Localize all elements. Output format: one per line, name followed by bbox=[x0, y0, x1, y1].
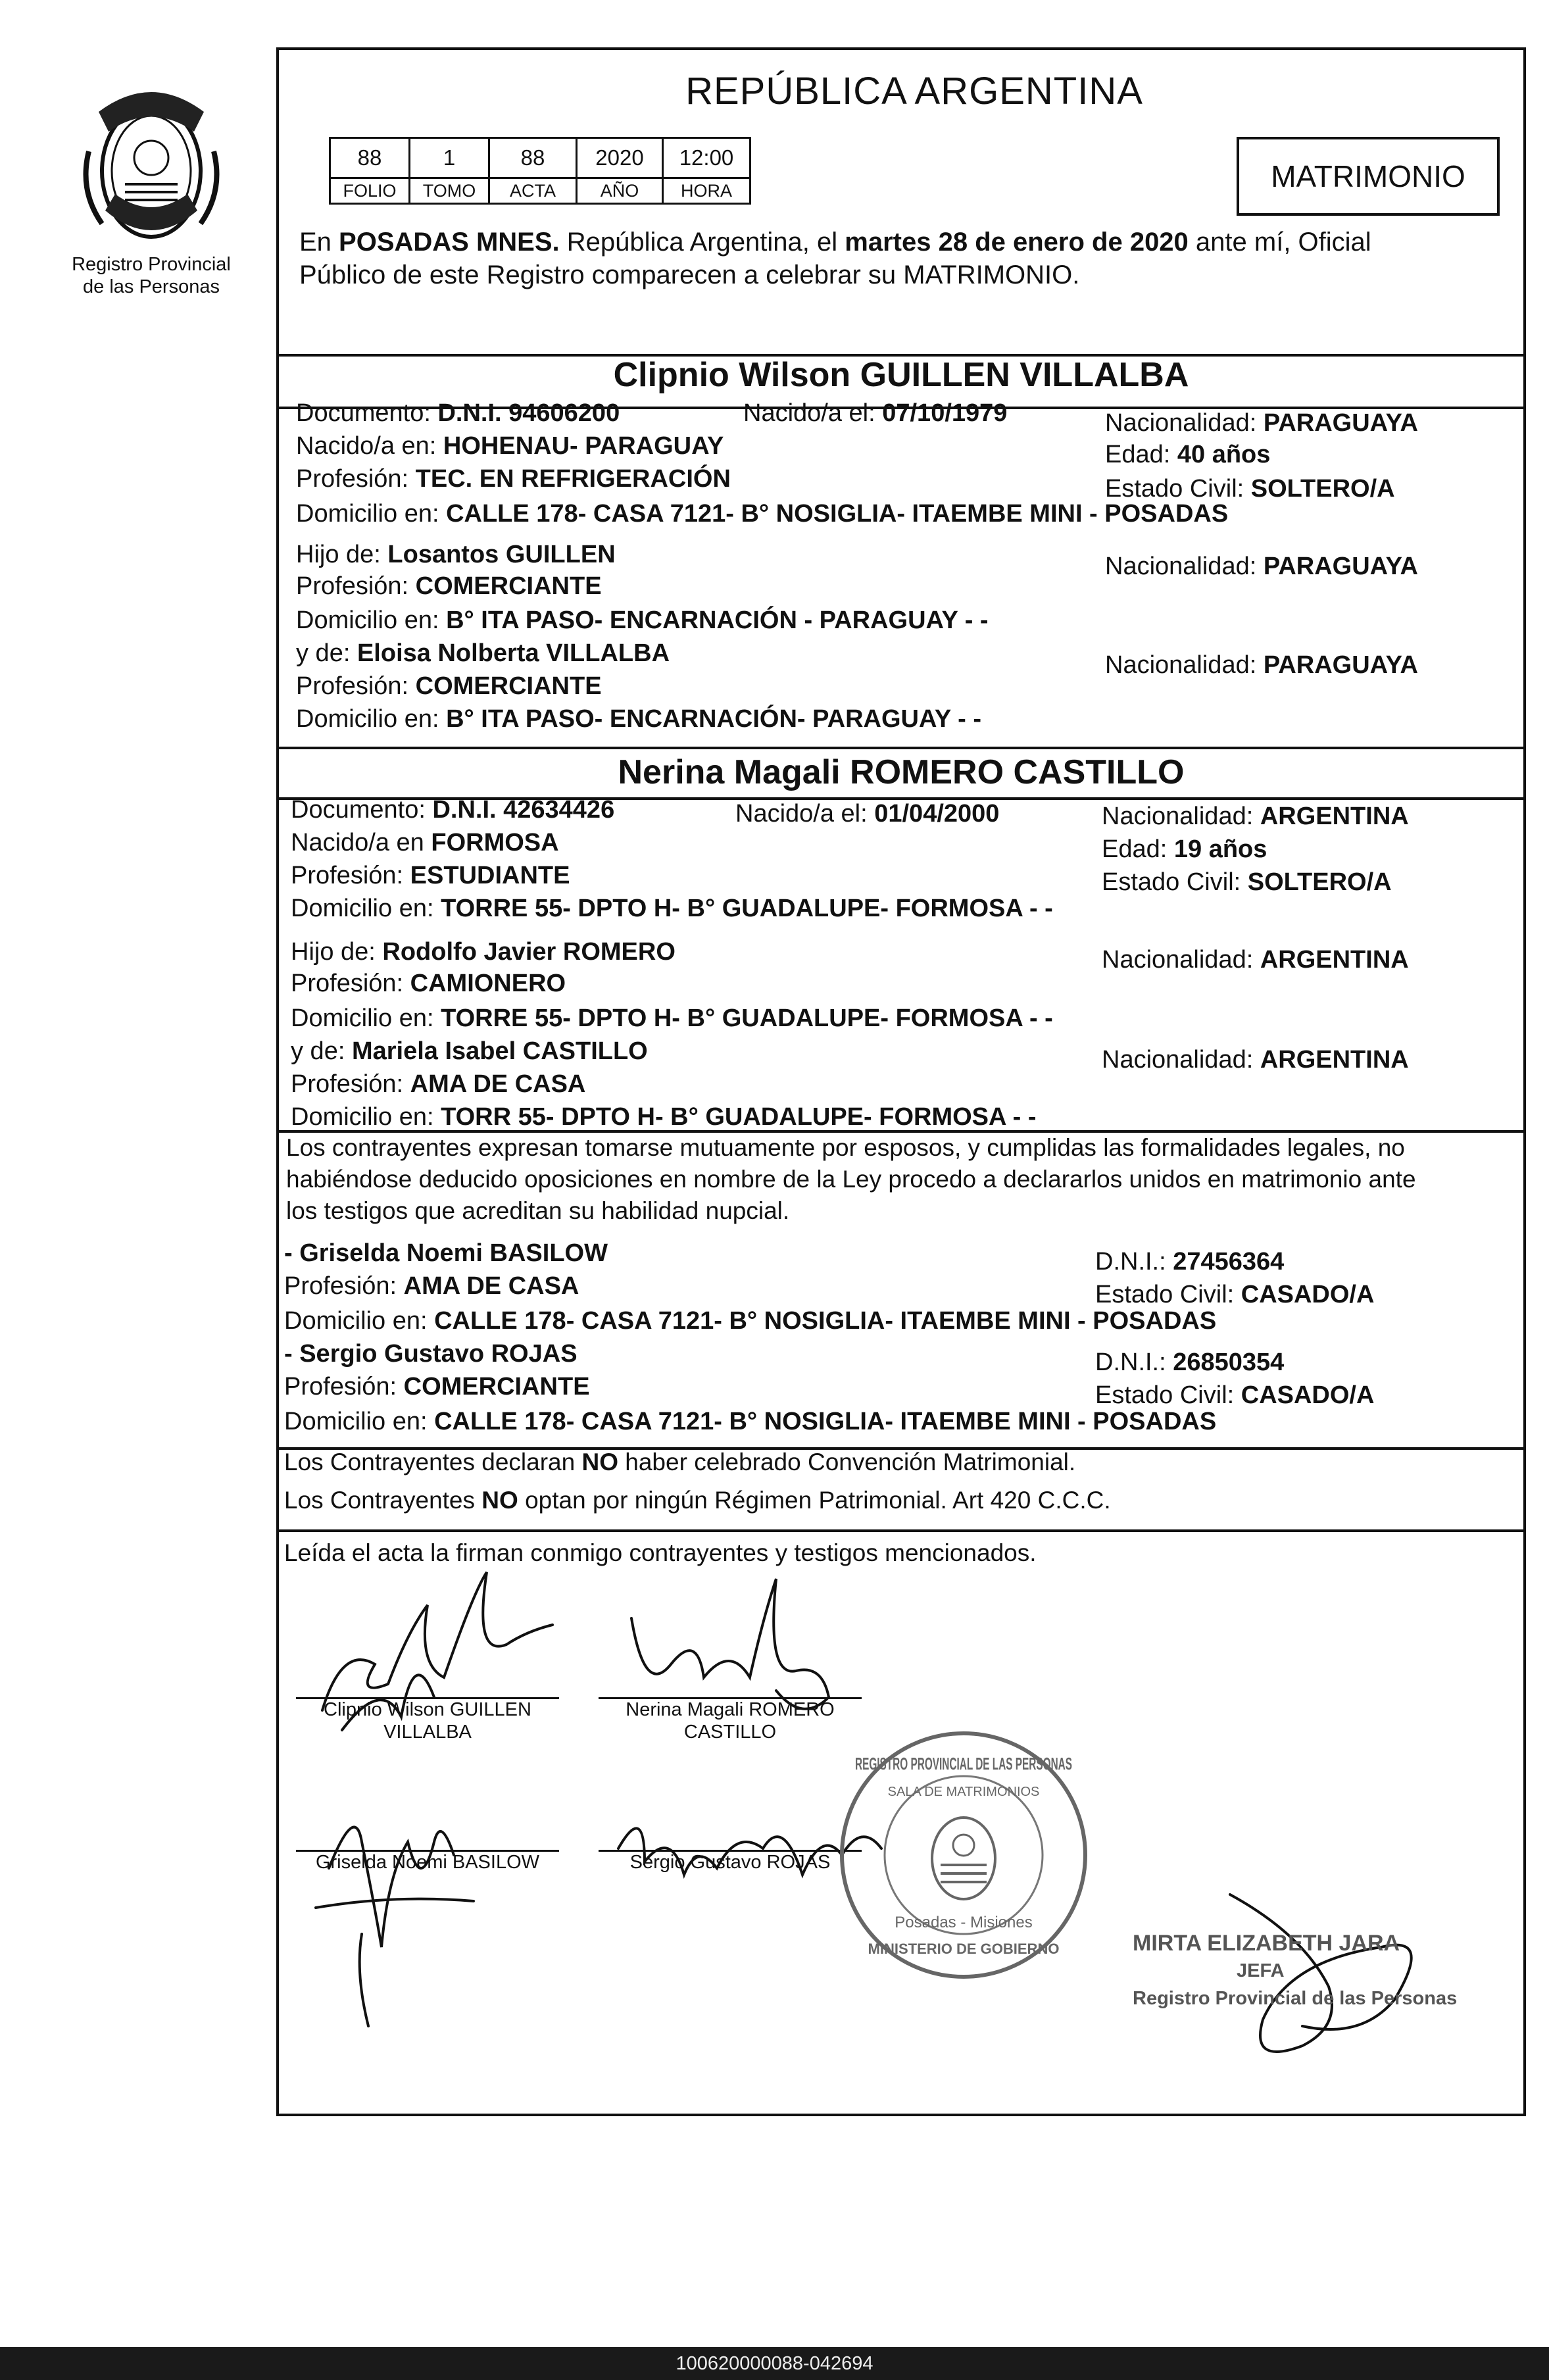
spouse2-born: Nacido/a el: 01/04/2000 bbox=[735, 800, 1000, 828]
spouse2-mother-profession: Profesión: AMA DE CASA bbox=[291, 1070, 586, 1098]
ano-label: AÑO bbox=[577, 178, 663, 204]
acta-label: ACTA bbox=[489, 178, 577, 204]
spouse2-birthplace: Nacido/a en FORMOSA bbox=[291, 829, 559, 856]
declaration-line3: los testigos que acreditan su habilidad nupcial. bbox=[286, 1197, 790, 1224]
signature-label-witness2: Sergio Gustavo ROJAS bbox=[629, 1852, 831, 1873]
signature-spouse2 bbox=[631, 1579, 829, 1709]
official-office: Registro Provincial de las Personas bbox=[1133, 1988, 1458, 2009]
official-role: JEFA bbox=[1237, 1960, 1285, 1981]
seal-inner-text: SALA DE MATRIMONIOS bbox=[887, 1785, 1040, 1799]
witness1-name: - Griselda Noemi BASILOW bbox=[284, 1239, 608, 1267]
read-and-sign-statement: Leída el acta la firman conmigo contrayentes y testigos mencionados. bbox=[284, 1539, 1037, 1566]
witness1-profession: Profesión: AMA DE CASA bbox=[284, 1272, 579, 1300]
footer-code: 100620000088-042694 bbox=[0, 2347, 1549, 2380]
spouse1-mother-domicile: Domicilio en: B° ITA PASO- ENCARNACIÓN- PARAGUAY - - bbox=[296, 705, 981, 733]
spouse2-civil-status: Estado Civil: SOLTERO/A bbox=[1102, 868, 1392, 896]
folio-value: 88 bbox=[330, 138, 410, 178]
record-table bbox=[329, 137, 751, 205]
intro-line2: Público de este Registro comparecen a celebrar su MATRIMONIO. bbox=[299, 260, 1080, 289]
convention-statement: Los Contrayentes declaran NO haber celebrado Convención Matrimonial. bbox=[284, 1449, 1076, 1475]
spouse1-father-profession: Profesión: COMERCIANTE bbox=[296, 572, 602, 600]
province-emblem bbox=[72, 72, 230, 253]
spouse1-father-nationality: Nacionalidad: PARAGUAYA bbox=[1105, 553, 1418, 580]
spouse1-father: Hijo de: Losantos GUILLEN bbox=[296, 541, 616, 568]
spouse1-name: Clipnio Wilson GUILLEN VILLALBA bbox=[613, 356, 1189, 394]
witness2-profession: Profesión: COMERCIANTE bbox=[284, 1373, 590, 1401]
hora-value: 12:00 bbox=[663, 138, 750, 178]
registry-label-line1: Registro Provincial bbox=[72, 254, 231, 275]
spouse2-mother-domicile: Domicilio en: TORR 55- DPTO H- B° GUADALUPE- FORMOSA - - bbox=[291, 1103, 1037, 1131]
spouse2-father-profession: Profesión: CAMIONERO bbox=[291, 970, 566, 997]
spouse2-father: Hijo de: Rodolfo Javier ROMERO bbox=[291, 938, 676, 966]
folio-label: FOLIO bbox=[330, 178, 410, 204]
witness2-domicile: Domicilio en: CALLE 178- CASA 7121- B° NOSIGLIA- ITAEMBE MINI - POSADAS bbox=[284, 1408, 1217, 1435]
signature-label-spouse2: Nerina Magali ROMERO CASTILLO bbox=[626, 1699, 835, 1743]
regime-statement: Los Contrayentes NO optan por ningún Régimen Patrimonial. Art 420 C.C.C. bbox=[284, 1487, 1111, 1514]
misiones-emblem-icon bbox=[72, 72, 230, 250]
declaration-line2: habiéndose deducido oposiciones en nombre de la Ley procedo a declararlos unidos en matrimonio ante bbox=[286, 1166, 1416, 1193]
witness2-civil-status: Estado Civil: CASADO/A bbox=[1095, 1381, 1375, 1409]
spouse2-name: Nerina Magali ROMERO CASTILLO bbox=[618, 753, 1185, 791]
signature-label-spouse1: Clipnio Wilson GUILLEN VILLALBA bbox=[324, 1699, 531, 1743]
acta-value: 88 bbox=[489, 138, 577, 178]
witness1-domicile: Domicilio en: CALLE 178- CASA 7121- B° NOSIGLIA- ITAEMBE MINI - POSADAS bbox=[284, 1307, 1217, 1335]
official-name: MIRTA ELIZABETH JARA bbox=[1133, 1931, 1400, 1956]
spouse1-doc: Documento: D.N.I. 94606200 bbox=[296, 399, 620, 427]
spouse1-profession: Profesión: TEC. EN REFRIGERACIÓN bbox=[296, 465, 731, 493]
spouse2-mother: y de: Mariela Isabel CASTILLO bbox=[291, 1037, 648, 1065]
spouse1-father-domicile: Domicilio en: B° ITA PASO- ENCARNACIÓN - PARAGUAY - - bbox=[296, 607, 989, 634]
witness1-civil-status: Estado Civil: CASADO/A bbox=[1095, 1281, 1375, 1308]
seal-city-text: Posadas - Misiones bbox=[895, 1914, 1033, 1931]
spouse1-civil-status: Estado Civil: SOLTERO/A bbox=[1105, 475, 1395, 503]
spouse1-born: Nacido/a el: 07/10/1979 bbox=[743, 399, 1008, 427]
spouse1-mother: y de: Eloisa Nolberta VILLALBA bbox=[296, 639, 670, 667]
spouse2-nationality: Nacionalidad: ARGENTINA bbox=[1102, 803, 1409, 830]
tomo-label: TOMO bbox=[410, 178, 489, 204]
witness1-dni: D.N.I.: 27456364 bbox=[1095, 1248, 1285, 1276]
spouse1-birthplace: Nacido/a en: HOHENAU- PARAGUAY bbox=[296, 432, 724, 460]
declaration-line1: Los contrayentes expresan tomarse mutuamente por esposos, y cumplidas las formalidades legales, no bbox=[286, 1134, 1405, 1161]
spouse1-mother-nationality: Nacionalidad: PARAGUAYA bbox=[1105, 651, 1418, 679]
seal-icon bbox=[832, 1723, 1095, 1987]
spouse1-nationality: Nacionalidad: PARAGUAYA bbox=[1105, 409, 1418, 437]
spouse2-domicile: Domicilio en: TORRE 55- DPTO H- B° GUADALUPE- FORMOSA - - bbox=[291, 895, 1053, 922]
spouse2-mother-nationality: Nacionalidad: ARGENTINA bbox=[1102, 1046, 1409, 1074]
witness2-dni: D.N.I.: 26850354 bbox=[1095, 1349, 1285, 1376]
tomo-value: 1 bbox=[410, 138, 489, 178]
signature-spouse1 bbox=[322, 1572, 553, 1710]
intro-line1: En POSADAS MNES. República Argentina, el martes 28 de enero de 2020 ante mí, Oficial bbox=[299, 228, 1371, 257]
record-type-box: MATRIMONIO bbox=[1237, 137, 1500, 216]
official-seal bbox=[832, 1723, 1095, 1987]
seal-bottom-text: MINISTERIO DE GOBIERNO bbox=[868, 1941, 1060, 1957]
registry-label bbox=[53, 253, 250, 298]
spouse2-father-nationality: Nacionalidad: ARGENTINA bbox=[1102, 946, 1409, 974]
spouse2-doc: Documento: D.N.I. 42634426 bbox=[291, 796, 615, 824]
signature-label-witness1: Griselda Noemi BASILOW bbox=[315, 1852, 540, 1873]
spouse1-mother-profession: Profesión: COMERCIANTE bbox=[296, 672, 602, 700]
hora-label: HORA bbox=[663, 178, 750, 204]
spouse2-father-domicile: Domicilio en: TORRE 55- DPTO H- B° GUADALUPE- FORMOSA - - bbox=[291, 1004, 1053, 1032]
spouse1-age: Edad: 40 años bbox=[1105, 441, 1271, 468]
registry-label-line2: de las Personas bbox=[83, 276, 220, 297]
witness2-name: - Sergio Gustavo ROJAS bbox=[284, 1340, 578, 1368]
ano-value: 2020 bbox=[577, 138, 663, 178]
seal-outer-text: REGISTRO PROVINCIAL DE LAS PERSONAS bbox=[855, 1754, 1072, 1773]
spouse2-age: Edad: 19 años bbox=[1102, 835, 1267, 863]
spouse2-profession: Profesión: ESTUDIANTE bbox=[291, 862, 570, 889]
divider bbox=[276, 1529, 1526, 1532]
spouse1-domicile: Domicilio en: CALLE 178- CASA 7121- B° NOSIGLIA- ITAEMBE MINI - POSADAS bbox=[296, 500, 1229, 528]
page-title: REPÚBLICA ARGENTINA bbox=[685, 70, 1143, 112]
